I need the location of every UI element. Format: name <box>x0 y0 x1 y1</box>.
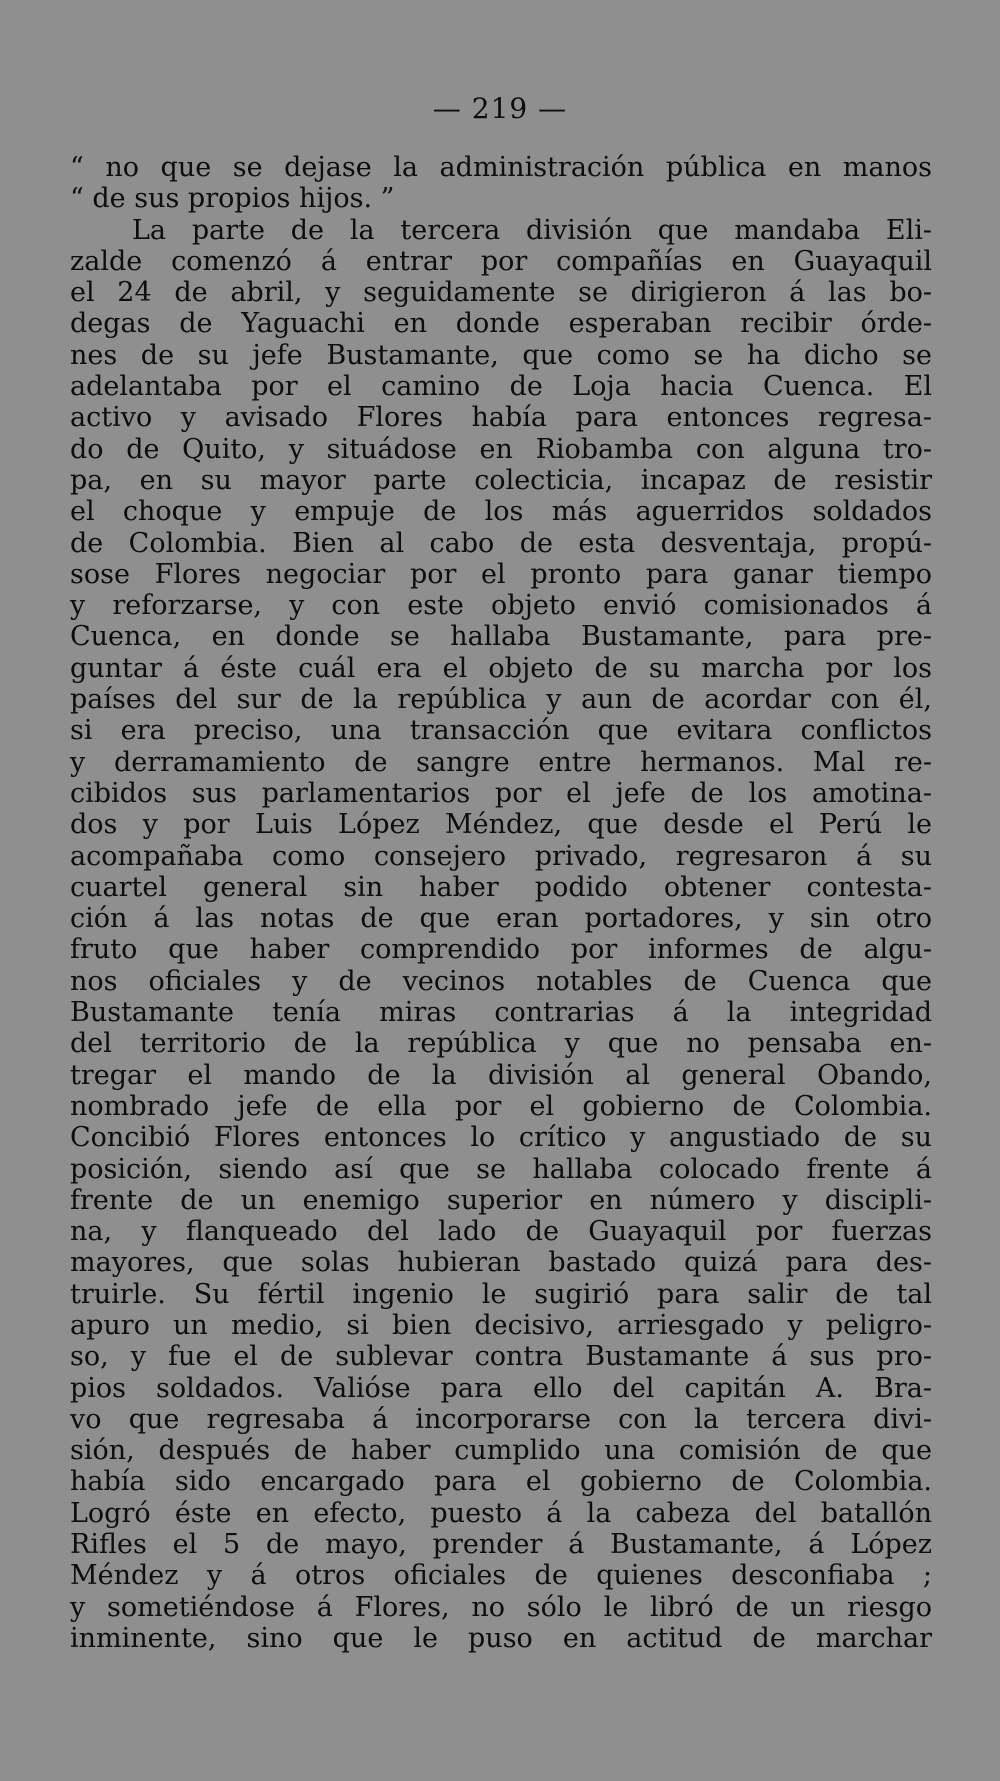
text-line: nos oficiales y de vecinos notables de Cuenca que <box>70 965 932 997</box>
text-line: sión, después de haber cumplido una comisión de que <box>70 1435 932 1467</box>
text-line: Rifles el 5 de mayo, prender á Bustamante, á López <box>70 1529 932 1561</box>
text-line: “ de sus propios hijos. ” <box>70 183 395 215</box>
text-line: del territorio de la república y que no pensaba en- <box>70 1028 932 1060</box>
text-line: y sometiéndose á Flores, no sólo le libró de un riesgo <box>70 1591 932 1623</box>
text-line: La parte de la tercera división que mandaba Eli- <box>132 214 932 246</box>
text-line: Concibió Flores entonces lo crítico y angustiado de su <box>70 1122 932 1154</box>
text-line: pa, en su mayor parte colecticia, incapaz de resistir <box>70 464 932 496</box>
text-line: zalde comenzó á entrar por compañías en Guayaquil <box>70 245 932 277</box>
text-line: na, y flanqueado del lado de Guayaquil por fuerzas <box>70 1216 932 1248</box>
text-line: activo y avisado Flores había para entonces regresa- <box>70 402 932 434</box>
text-line: inminente, sino que le puso en actitud de marchar <box>70 1622 932 1654</box>
text-line: el 24 de abril, y seguidamente se dirigieron á las bo- <box>70 277 932 309</box>
text-line: apuro un medio, si bien decisivo, arriesgado y peligro- <box>70 1309 932 1341</box>
text-line: acompañaba como consejero privado, regresaron á su <box>70 840 932 872</box>
text-line: nombrado jefe de ella por el gobierno de Colombia. <box>70 1090 932 1122</box>
text-line: mayores, que solas hubieran bastado quizá para des- <box>70 1247 932 1279</box>
text-line: adelantaba por el camino de Loja hacia Cuenca. El <box>70 371 932 403</box>
text-line: y derramamiento de sangre entre hermanos. Mal re- <box>70 746 932 778</box>
text-line: había sido encargado para el gobierno de Colombia. <box>70 1466 932 1498</box>
text-line: de Colombia. Bien al cabo de esta desventaja, propú- <box>70 527 932 559</box>
text-line: y reforzarse, y con este objeto envió comisionados á <box>70 590 932 622</box>
text-line: sose Flores negociar por el pronto para ganar tiempo <box>70 558 932 590</box>
text-line: vo que regresaba á incorporarse con la tercera divi- <box>70 1403 932 1435</box>
page-number: — 219 — <box>432 92 568 125</box>
text-line: Cuenca, en donde se hallaba Bustamante, para pre- <box>70 621 932 653</box>
text-line: posición, siendo así que se hallaba colocado frente á <box>70 1153 932 1185</box>
text-line: el choque y empuje de los más aguerridos soldados <box>70 496 932 528</box>
text-line: do de Quito, y situádose en Riobamba con alguna tro- <box>70 433 932 465</box>
text-line: so, y fue el de sublevar contra Bustamante á sus pro- <box>70 1341 932 1373</box>
text-line: ción á las notas de que eran portadores, y sin otro <box>70 903 932 935</box>
text-line: guntar á éste cuál era el objeto de su marcha por los <box>70 652 932 684</box>
text-line: pios soldados. Valióse para ello del capitán A. Bra- <box>70 1372 932 1404</box>
text-line: cuartel general sin haber podido obtener contesta- <box>70 871 932 903</box>
text-line: “ no que se dejase la administración pública en manos <box>70 152 932 183</box>
text-line: si era preciso, una transacción que evitara conflictos <box>70 715 932 747</box>
text-line: tregar el mando de la división al general Obando, <box>70 1059 932 1091</box>
text-line: países del sur de la república y aun de acordar con él, <box>70 684 932 716</box>
body-text <box>70 152 932 1654</box>
text-line: nes de su jefe Bustamante, que como se ha dicho se <box>70 339 932 371</box>
text-line: Méndez y á otros oficiales de quienes desconfiaba ; <box>70 1560 932 1592</box>
text-line: degas de Yaguachi en donde esperaban recibir órde- <box>70 308 932 340</box>
text-line: Logró éste en efecto, puesto á la cabeza del batallón <box>70 1497 932 1529</box>
text-line: fruto que haber comprendido por informes de algu- <box>70 934 932 966</box>
text-line: cibidos sus parlamentarios por el jefe de los amotina- <box>70 777 932 809</box>
text-line: frente de un enemigo superior en número y discipli- <box>70 1184 932 1216</box>
text-line: Bustamante tenía miras contrarias á la integridad <box>70 997 932 1029</box>
text-line: truirle. Su fértil ingenio le sugirió para salir de tal <box>70 1278 932 1310</box>
text-line: dos y por Luis López Méndez, que desde el Perú le <box>70 809 932 841</box>
